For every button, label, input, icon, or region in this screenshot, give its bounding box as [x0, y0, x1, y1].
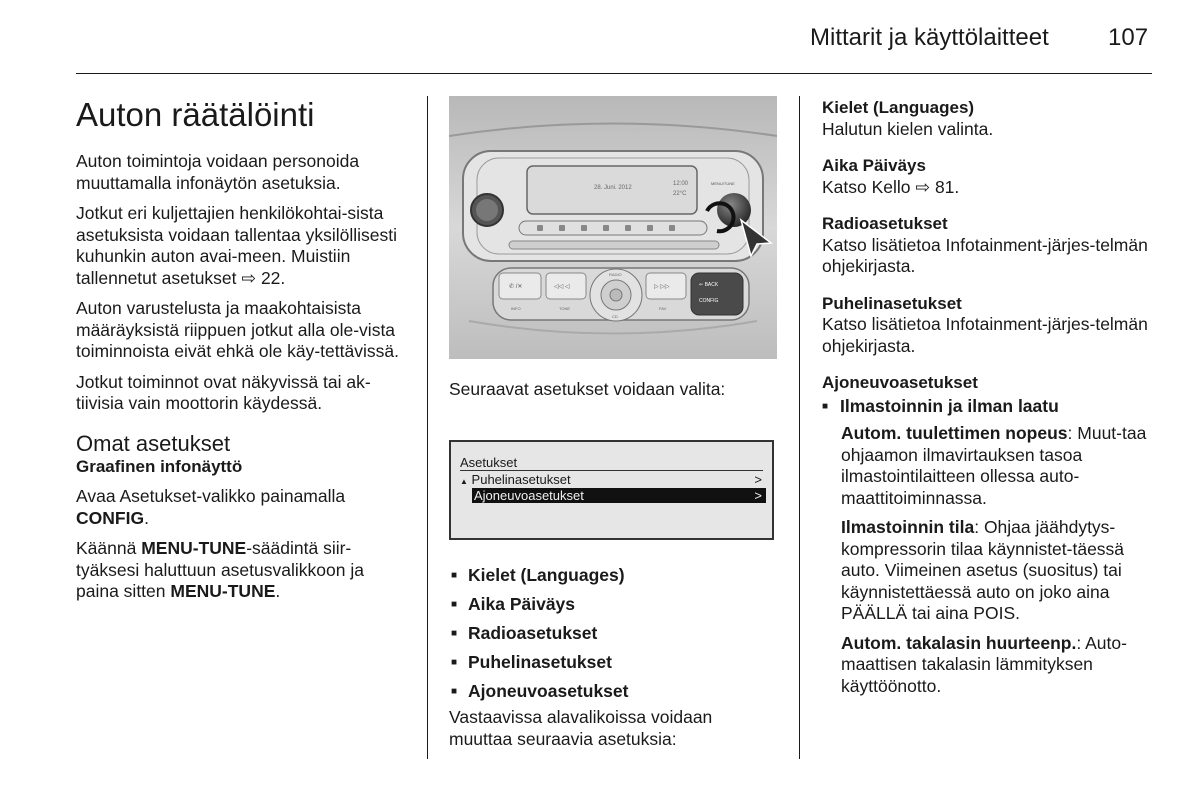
chevron-right-icon: >	[754, 472, 762, 487]
tone-button-label: TONE	[559, 306, 571, 311]
vehicle-heading: Ajoneuvoasetukset	[822, 373, 978, 392]
settings-screen	[449, 440, 774, 540]
reference-arrow-icon: ⇨	[241, 267, 257, 288]
languages-heading: Kielet (Languages)	[822, 98, 975, 117]
screen-row-phone: ▲ Puhelinasetukset >	[460, 472, 762, 487]
subsection-heading: Omat asetukset	[76, 430, 231, 456]
left-column	[76, 96, 411, 612]
back-config-button	[691, 273, 743, 315]
list-item: ■ Radioasetukset	[451, 619, 628, 648]
submenu-paragraph: Vastaavissa alavalikoissa voidaan muuttaa seuraavia asetuksia:	[449, 707, 713, 749]
panel-caption: Seuraavat asetukset voidaan valita:	[449, 379, 726, 399]
scroll-up-icon: ▲	[460, 477, 468, 486]
chevron-right-icon: >	[754, 488, 762, 503]
intro-paragraph: Auton toimintoja voidaan personoida muuttamalla infonäytön asetuksia.	[76, 151, 360, 193]
display-temp: 22°C	[673, 191, 687, 197]
radio-heading: Radioasetukset	[822, 214, 948, 233]
prev-button-label: ◁◁ ◁	[554, 284, 570, 290]
rear-defog-item: Autom. takalasin huurteenp.: Auto-maattisen takalasin lämmityksen käyttöönotto.	[841, 632, 1127, 696]
fav-button-label: FAV	[659, 306, 667, 311]
languages-text: Halutun kielen valinta.	[822, 118, 994, 139]
memory-paragraph: Jotkut eri kuljettajien henkilökohtai-sista asetuksista voidaan tallentaa yksilöllisesti kuhunkin auton avai-meen. Muistiin tallennetut asetukset ⇨ 22.	[76, 203, 397, 288]
control-panel-illustration	[449, 96, 777, 359]
column-divider-right	[799, 96, 800, 759]
list-item: ■ Ajoneuvoasetukset	[451, 677, 628, 706]
climate-mode-item: Ilmastoinnin tila: Ohjaa jäähdytys-kompressorin tilaa käynnistet-täessä auto. Viimeinen asetus (suositus) tai käynnistettäessä auto on joko aina PÄÄLLÄ tai aina POIS.	[841, 517, 1125, 623]
page-number: 107	[1108, 24, 1149, 51]
next-button-label: ▷ ▷▷	[654, 284, 670, 290]
screen-rule	[460, 470, 763, 471]
screen-row-vehicle-selected: Ajoneuvoasetukset >	[472, 488, 766, 503]
section-title: Auton räätälöinti	[76, 96, 315, 133]
config-paragraph: Avaa Asetukset-valikko painamalla CONFIG.	[76, 486, 346, 528]
display-time: 12:00	[673, 181, 689, 187]
menu-tune-label: MENU/TUNE	[711, 181, 735, 186]
cd-button-label: CD	[612, 314, 618, 319]
radio-block	[822, 213, 1152, 278]
config-button-label: CONFIG	[699, 298, 719, 304]
equipment-paragraph: Auton varustelusta ja maakohtaisista määräyksistä riippuen jotkut alla ole-vista toiminnoista eivät ehkä ole käy-tettävissä.	[76, 298, 399, 361]
list-item: ■ Kielet (Languages)	[451, 561, 628, 590]
back-button-label: ⇐ BACK	[699, 282, 719, 288]
reference-arrow-icon: ⇨	[915, 176, 931, 197]
right-column	[822, 97, 1152, 705]
languages-block	[822, 97, 1152, 140]
phone-text: Katso lisätietoa Infotainment-järjes-telmän ohjekirjasta.	[822, 314, 1148, 356]
menu-tune-paragraph: Käännä MENU-TUNE-säädintä siir-tyäksesi haluttuun asetusvalikkoon ja paina sitten MENU-TUNE.	[76, 538, 364, 601]
list-item: ■ Aika Päiväys	[451, 590, 628, 619]
header-rule	[76, 73, 1152, 74]
time-date-heading: Aika Päiväys	[822, 156, 926, 175]
radio-text: Katso lisätietoa Infotainment-järjes-telmän ohjekirjasta.	[822, 234, 1148, 276]
phone-heading: Puhelinasetukset	[822, 293, 962, 313]
subsubsection-heading: Graafinen infonäyttö	[76, 456, 243, 476]
time-date-text: Katso Kello ⇨ 81.	[822, 176, 960, 197]
display-date: 28. Juni. 2012	[594, 185, 632, 191]
time-date-block	[822, 155, 1152, 198]
radio-button-label: RADIO	[609, 272, 622, 277]
fan-speed-item: Autom. tuulettimen nopeus: Muut-taa ohjaamon ilmavirtauksen tasoa ilmastointilaitteen ollessa auto-maattitoiminnassa.	[841, 423, 1147, 508]
engine-paragraph: Jotkut toiminnot ovat näkyvissä tai ak-tiivisia vain moottorin käydessä.	[76, 371, 371, 413]
climate-bullet: ■ Ilmastoinnin ja ilman laatu	[822, 396, 1152, 418]
phone-button-label: ✆ /✕	[509, 284, 523, 290]
running-header-title: Mittarit ja käyttölaitteet	[810, 24, 1049, 51]
phone-block	[822, 293, 1152, 358]
settings-list	[451, 561, 628, 706]
info-button-label: INFO	[511, 306, 521, 311]
column-divider-left	[427, 96, 428, 759]
list-item: ■ Puhelinasetukset	[451, 648, 628, 677]
screen-title: Asetukset	[460, 455, 518, 470]
